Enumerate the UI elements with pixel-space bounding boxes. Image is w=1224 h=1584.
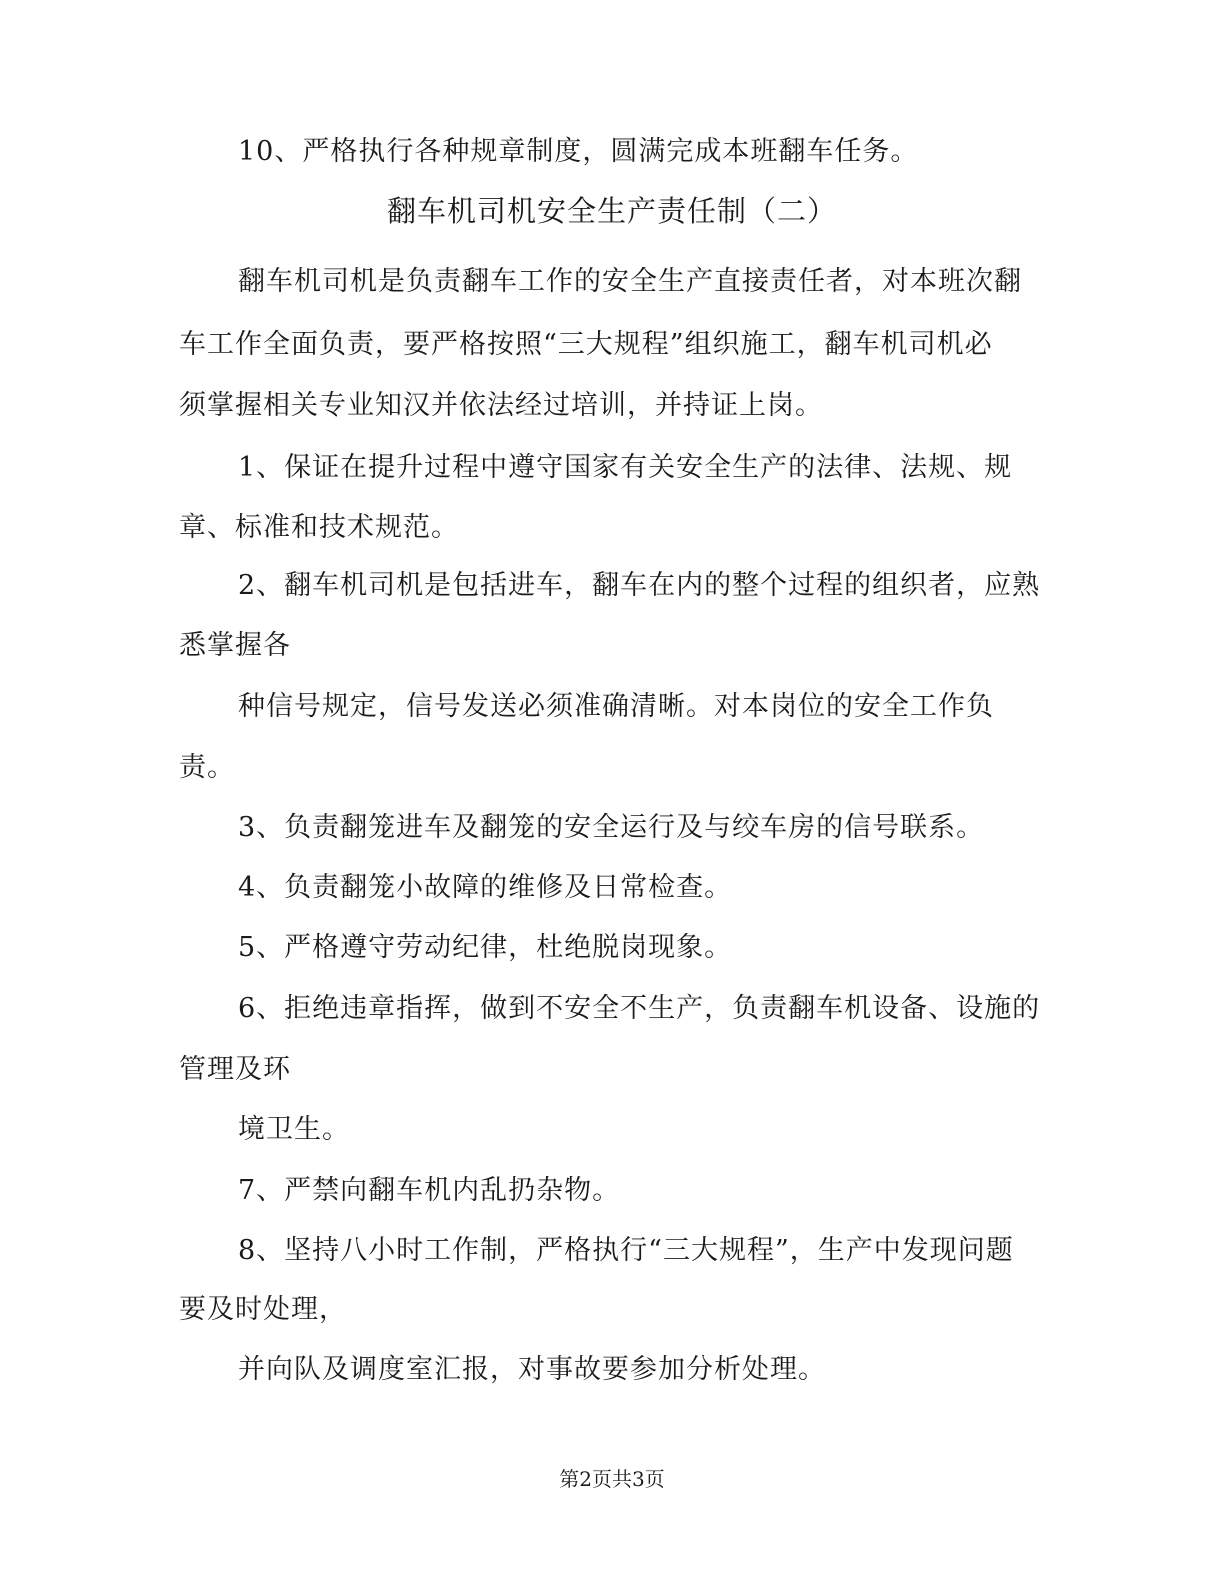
item-6-line-3: 境卫生。 — [238, 1114, 350, 1145]
item-2-line-1: 2、翻车机司机是包括进车，翻车在内的整个过程的组织者，应熟 — [238, 570, 1041, 601]
paragraph-item-10: 10、严格执行各种规章制度，圆满完成本班翻车任务。 — [238, 136, 919, 167]
item-8-line-2: 要及时处理， — [179, 1294, 347, 1325]
item-3: 3、负责翻笼进车及翻笼的安全运行及与绞车房的信号联系。 — [238, 812, 985, 843]
item-1-line-2: 章、标准和技术规范。 — [179, 512, 459, 543]
intro-line-1: 翻车机司机是负责翻车工作的安全生产直接责任者，对本班次翻 — [238, 266, 1022, 297]
item-2-line-2: 悉掌握各 — [179, 630, 291, 661]
item-2-line-3: 种信号规定，信号发送必须准确清晰。对本岗位的安全工作负 — [238, 691, 994, 722]
intro-line-3: 须掌握相关专业知汉并依法经过培训，并持证上岗。 — [179, 390, 823, 421]
intro-line-2: 车工作全面负责，要严格按照“三大规程”组织施工，翻车机司机必 — [179, 329, 993, 360]
item-4: 4、负责翻笼小故障的维修及日常检查。 — [238, 872, 733, 903]
item-1-line-1: 1、保证在提升过程中遵守国家有关安全生产的法律、法规、规 — [238, 452, 1013, 483]
item-7: 7、严禁向翻车机内乱扔杂物。 — [238, 1175, 621, 1206]
item-6-line-2: 管理及环 — [179, 1054, 291, 1085]
item-5: 5、严格遵守劳动纪律，杜绝脱岗现象。 — [238, 932, 733, 963]
item-6-line-1: 6、拒绝违章指挥，做到不安全不生产，负责翻车机设备、设施的 — [238, 993, 1041, 1024]
item-2-line-4: 责。 — [179, 752, 235, 783]
item-8-line-3: 并向队及调度室汇报，对事故要参加分析处理。 — [238, 1354, 826, 1385]
item-8-line-1: 8、坚持八小时工作制，严格执行“三大规程”，生产中发现问题 — [238, 1235, 1014, 1266]
document-title: 翻车机司机安全生产责任制（二） — [386, 194, 837, 228]
page-number: 第2页共3页 — [559, 1467, 665, 1491]
